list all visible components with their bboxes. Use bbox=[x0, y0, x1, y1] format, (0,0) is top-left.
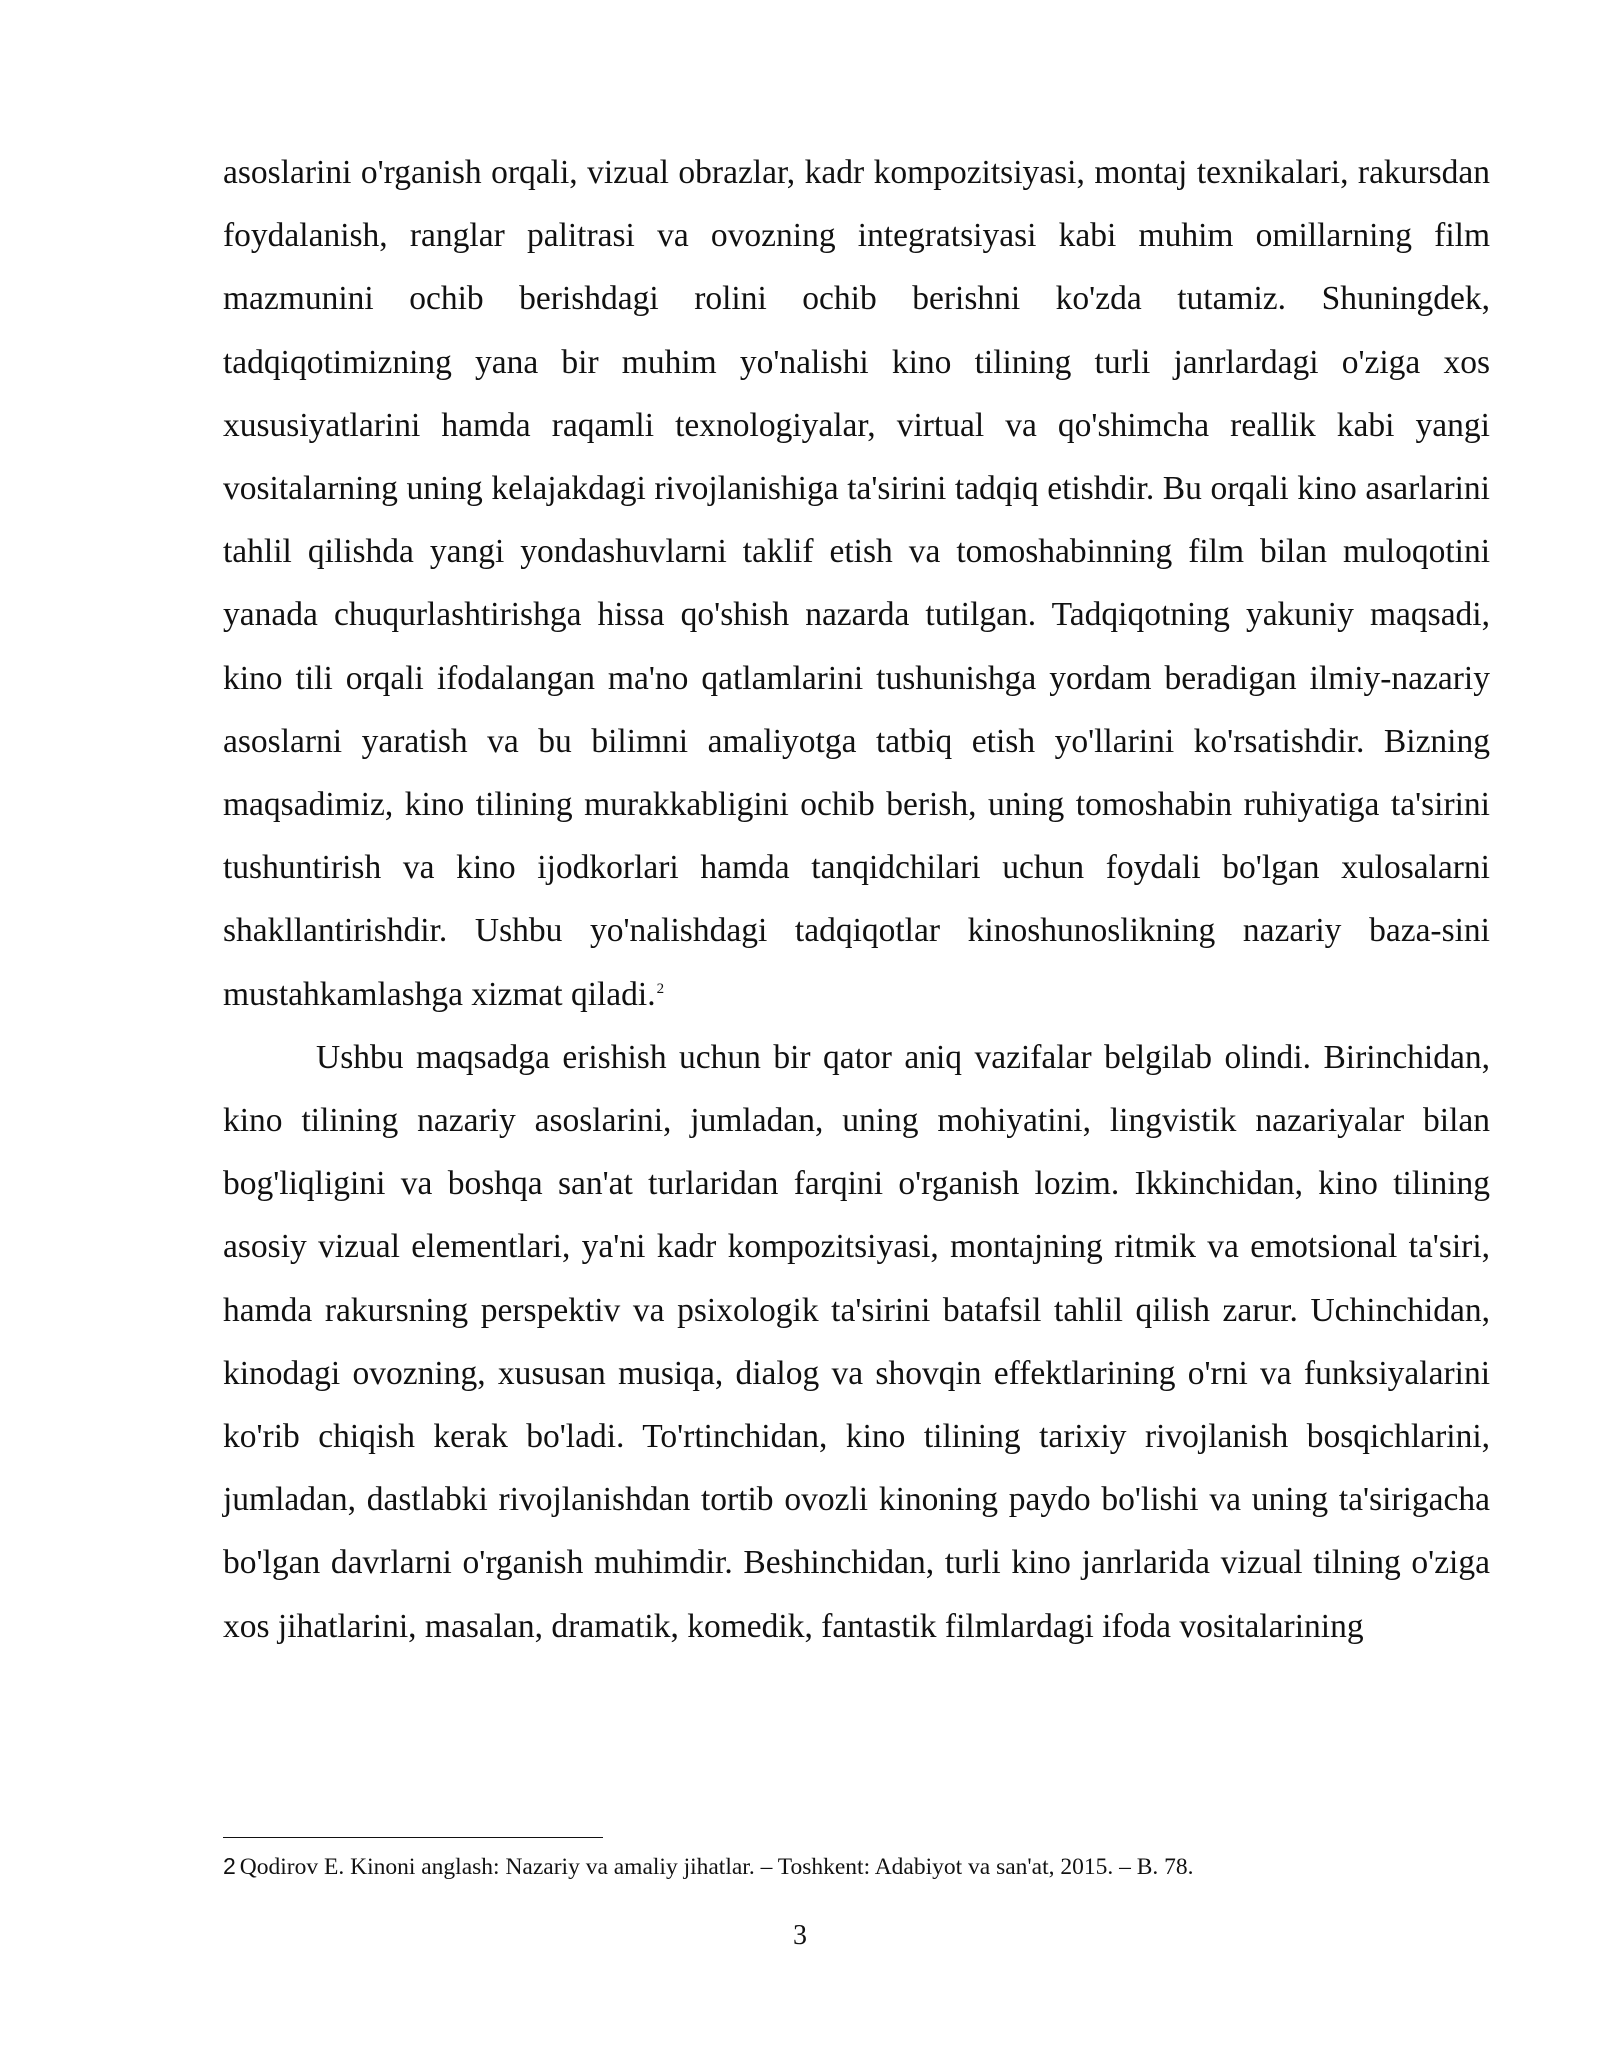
paragraph bbox=[223, 141, 1490, 1026]
footnote-number: 2 bbox=[223, 1853, 236, 1879]
paragraph-text: Ushbu maqsadga erishish uchun bir qator aniq vazifalar belgilab olindi. Birinchidan, kino tilining nazariy asoslarini, jumladan, uning mohiyatini, lingvistik nazariyalar bilan bog'liqligini va boshqa san'at turlaridan farqini o'rganish lozim. Ikkinchidan, kino tilining asosiy vizual elementlari, ya'ni kadr kompozitsiyasi, montajning ritmik va emotsional ta'siri, hamda rakursning perspektiv va psixologik ta'sirini batafsil tahlil qilish zarur. Uchinchidan, kinodagi ovozning, xususan musiqa, dialog va shovqin effektlarining o'rni va funksiyalarini ko'rib chiqish kerak bo'ladi. To'rtinchidan, kino tilining tarixiy rivojlanish bosqichlarini, jumladan, dastlabki rivojlanishdan tortib ovozli kinoning paydo bo'lishi va uning ta'sirigacha bo'lgan davrlarni o'rganish muhimdir. Beshinchidan, turli kino janrlarida vizual tilning o'ziga xos jihatlarini, masalan, dramatik, komedik, fantastik filmlardagi ifoda vositalarining bbox=[223, 1038, 1490, 1645]
footnote-text: Qodirov E. Kinoni anglash: Nazariy va amaliy jihatlar. – Toshkent: Adabiyot va san'at, 2015. – B. 78. bbox=[239, 1854, 1194, 1880]
paragraph-text: asoslarini o'rganish orqali, vizual obrazlar, kadr kompozitsiyasi, montaj texnikalari, rakursdan foydalanish, ranglar palitrasi va ovozning integratsiyasi kabi muhim omillarning film mazmunini ochib berishdagi rolini ochib berishni ko'zda tutamiz. Shuningdek, tadqiqotimizning yana bir muhim yo'nalishi kino tilining turli janrlardagi o'ziga xos xususiyatlarini hamda raqamli texnologiyalar, virtual va qo'shimcha reallik kabi yangi vositalarning uning kelajakdagi rivojlanishiga ta'sirini tadqiq etishdir. Bu orqali kino asarlarini tahlil qilishda yangi yondashuvlarni taklif etish va tomoshabinning film bilan muloqotini yanada chuqurlashtirishga hissa qo'shish nazarda tutilgan. Tadqiqotning yakuniy maqsadi, kino tili orqali ifodalangan ma'no qatlamlarini tushunishga yordam beradigan ilmiy-nazariy asoslarni yaratish va bu bilimni amaliyotga tatbiq etish yo'llarini ko'rsatishdir. Bizning maqsadimiz, kino tilining murakkabligini ochib berish, uning tomoshabin ruhiyatiga ta'sirini tushuntirish va kino ijodkorlari hamda tanqidchilari uchun foydali bo'lgan xulosalarni shakllantirishdir. Ushbu yo'nalishdagi tadqiqotlar kinoshunoslikning nazariy baza-sini mustahkamlashga xizmat qiladi. bbox=[223, 154, 1490, 1013]
footnote-separator bbox=[223, 1837, 603, 1838]
footnote bbox=[223, 1848, 1490, 1885]
footnote-reference[interactable]: 2 bbox=[656, 980, 665, 997]
page-number: 3 bbox=[793, 1920, 807, 1951]
paragraph bbox=[223, 1026, 1490, 1658]
main-text bbox=[223, 141, 1490, 1658]
